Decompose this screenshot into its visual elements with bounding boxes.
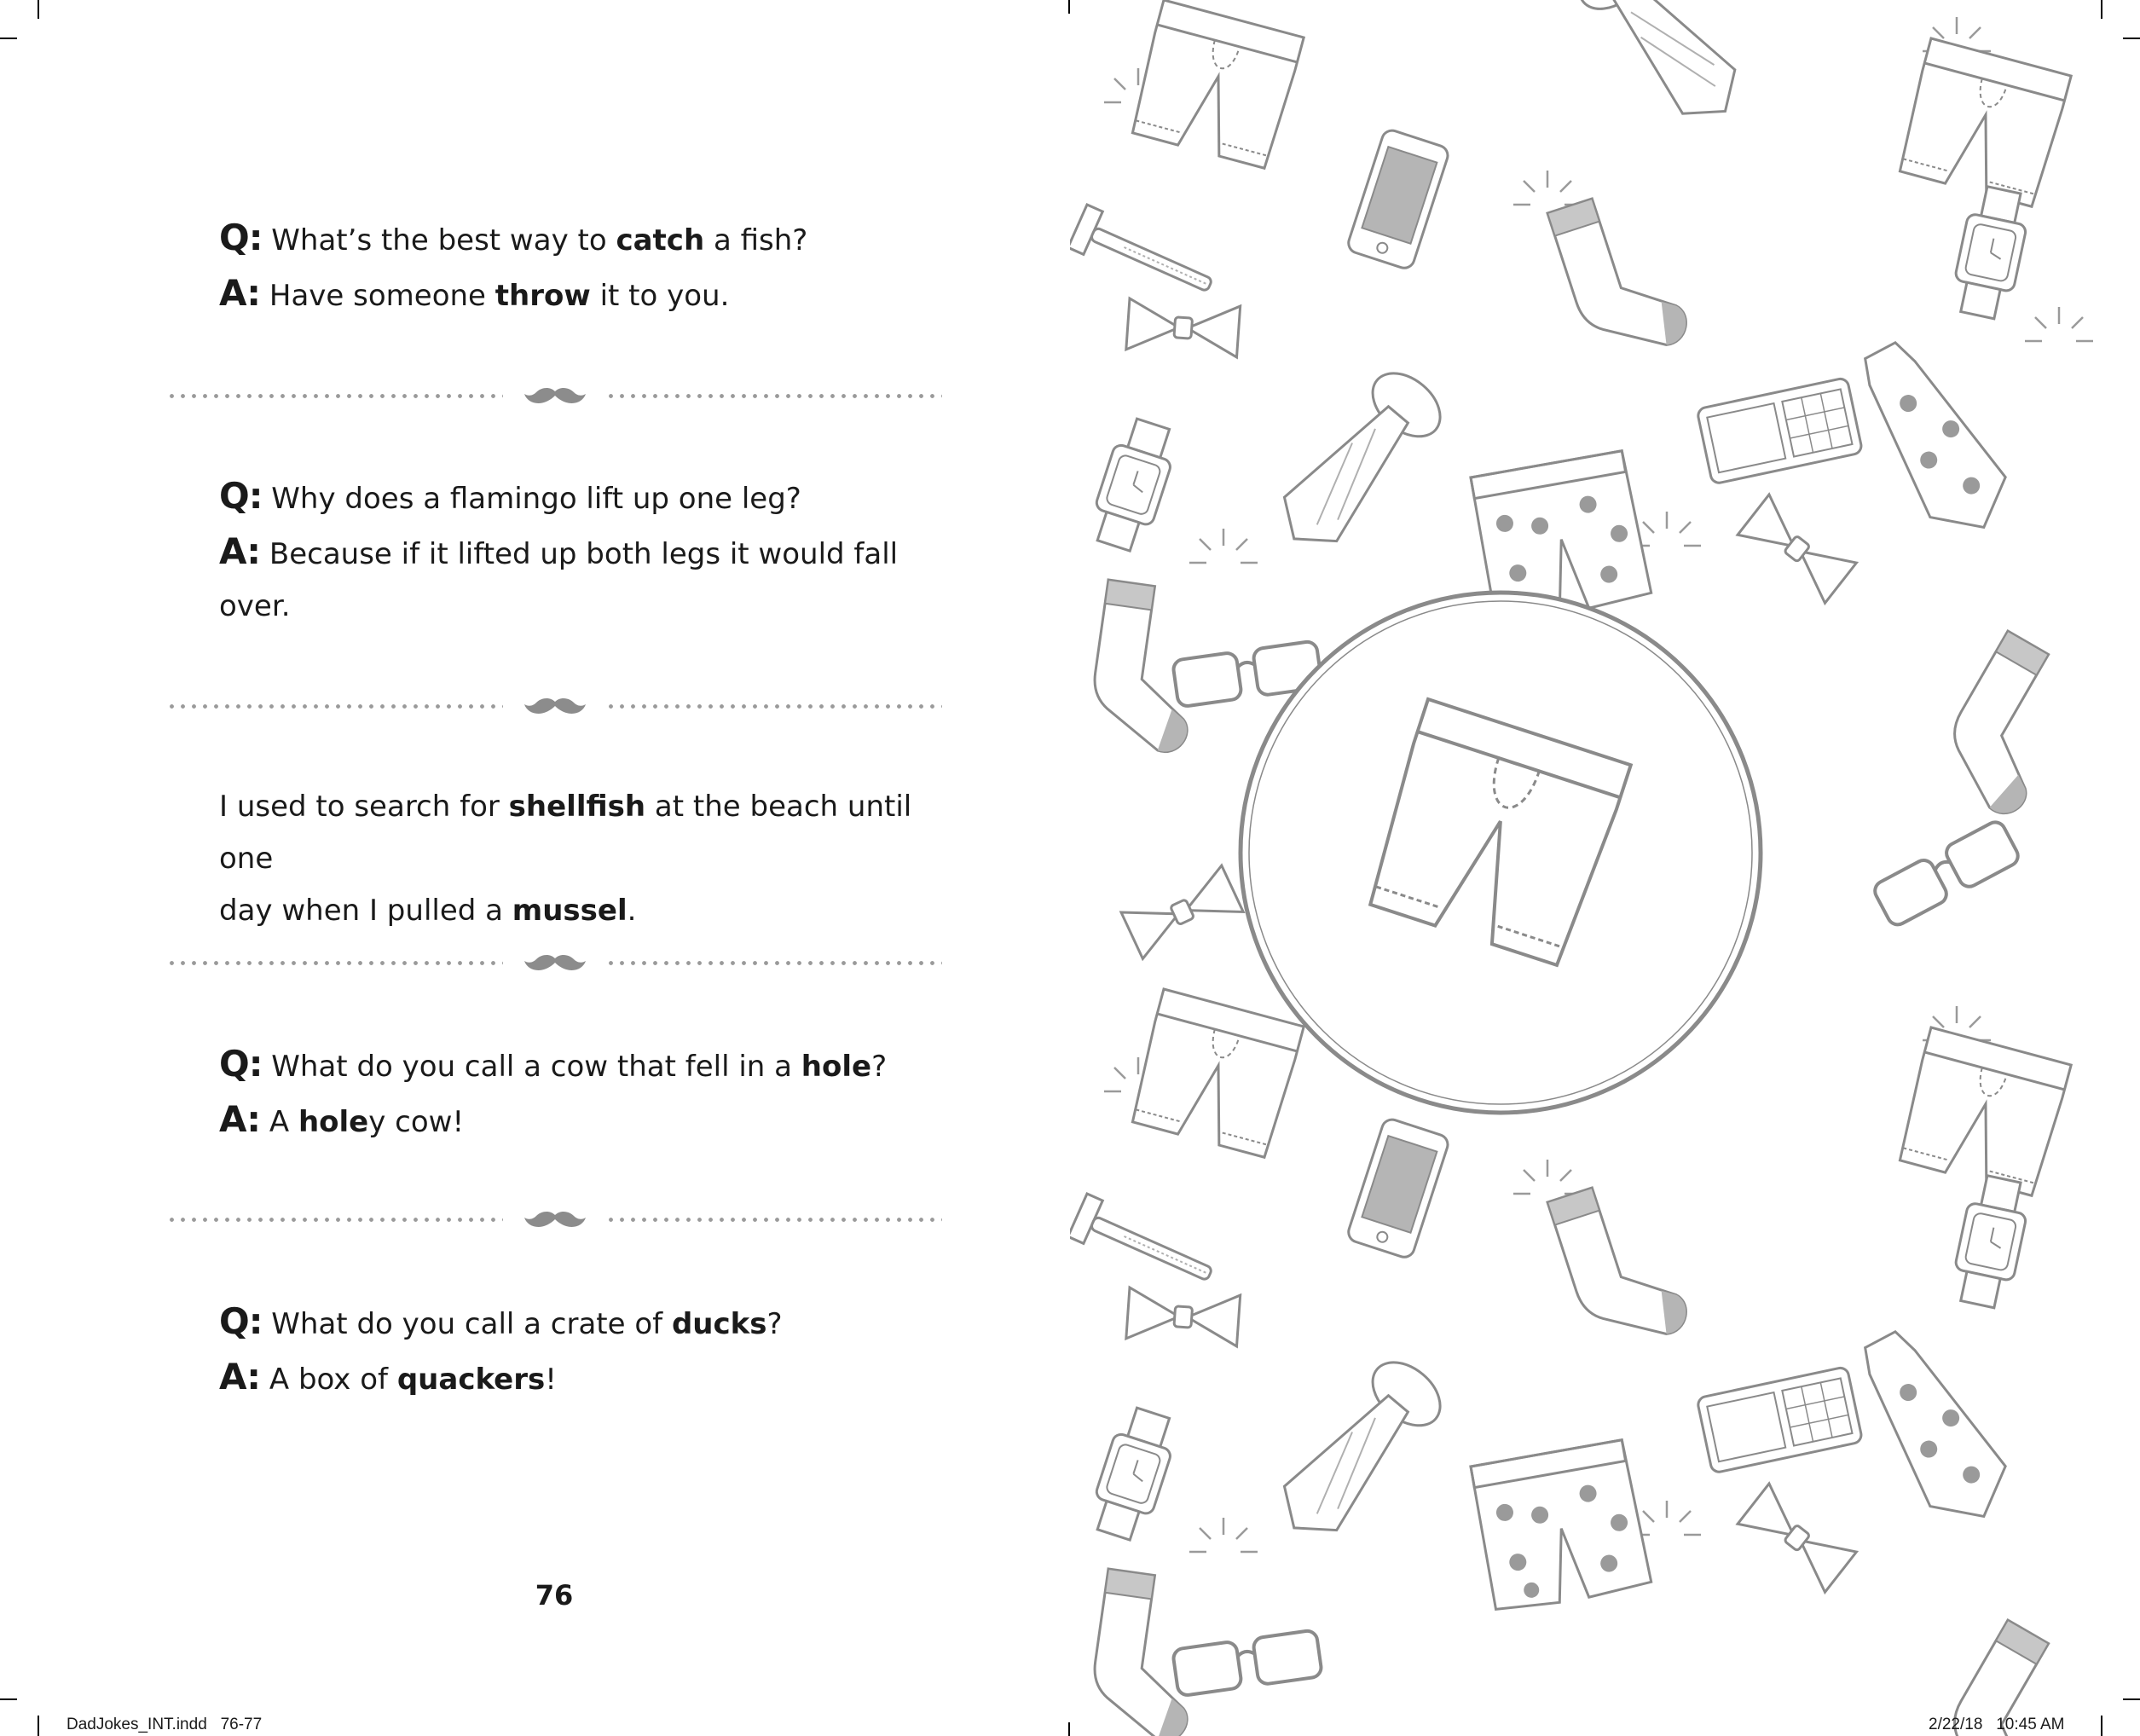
polka-dot-tie-icon: [1850, 327, 2021, 547]
joke-line: [219, 1093, 944, 1149]
menswear-pattern-illustration: [1070, 0, 2140, 1736]
slug-timestamp: 2/22/18 10:45 AM: [1929, 1716, 2065, 1733]
boxer-briefs-icon: [1896, 38, 2072, 208]
qa-label: Q:: [219, 217, 263, 258]
joke-text: What do you call a cow that fell in a: [262, 1050, 801, 1084]
mustache-icon: [524, 385, 586, 406]
joke-text: y cow!: [368, 1105, 465, 1139]
qa-label: A:: [219, 1098, 261, 1140]
joke-3: [219, 781, 944, 937]
joke-line: [219, 525, 944, 581]
bold-keyword: mussel: [512, 894, 628, 928]
boxer-briefs-icon: [1129, 0, 1304, 170]
joke-text: !: [545, 1363, 557, 1397]
glasses-icon: [1871, 819, 2021, 928]
crop-mark: [1068, 0, 1070, 14]
bold-keyword: ducks: [671, 1307, 767, 1341]
watch-icon: [1085, 414, 1182, 554]
tie-icon: [1264, 361, 1452, 564]
crop-mark: [2123, 38, 2140, 39]
joke-line: [219, 211, 944, 267]
featured-boxer-medallion: [1241, 593, 1761, 1113]
crop-mark: [38, 1716, 39, 1736]
mustache-icon: [524, 696, 586, 716]
qa-label: Q:: [219, 475, 263, 517]
joke-1: [219, 211, 944, 322]
mustache-divider: [166, 385, 942, 406]
joke-text: What do you call a crate of: [262, 1307, 672, 1341]
sock-icon: [1547, 182, 1692, 367]
joke-line: [219, 1038, 944, 1093]
mustache-icon: [524, 1209, 586, 1230]
crop-mark: [1068, 1722, 1070, 1736]
mustache-icon: [524, 952, 586, 973]
qa-label: Q:: [219, 1300, 263, 1342]
qa-label: A:: [219, 272, 261, 314]
joke-line: [219, 470, 944, 525]
joke-4: [219, 1038, 944, 1149]
bold-keyword: hole: [801, 1050, 872, 1084]
joke-text: a fish?: [704, 223, 808, 258]
bold-keyword: hole: [298, 1105, 369, 1139]
joke-text: over.: [219, 589, 291, 623]
bow-tie-icon: [1738, 495, 1856, 603]
joke-5: [219, 1295, 944, 1406]
bold-keyword: quackers: [396, 1363, 546, 1397]
joke-text: A: [260, 1105, 298, 1139]
joke-text: I used to search for: [219, 790, 509, 824]
flip-phone-icon: [1697, 378, 1863, 484]
bold-keyword: throw: [495, 279, 591, 313]
slug-filename: DadJokes_INT.indd 76-77: [67, 1716, 263, 1733]
right-page: [1070, 0, 2140, 1736]
joke-line: [219, 781, 944, 885]
qa-label: A:: [219, 530, 261, 572]
crop-mark: [38, 0, 39, 19]
page-number: 76: [535, 1579, 574, 1612]
crop-mark: [0, 1698, 17, 1700]
bow-tie-icon: [1121, 865, 1243, 958]
qa-label: A:: [219, 1356, 261, 1397]
joke-text: Why does a flamingo lift up one leg?: [262, 482, 801, 516]
joke-text: it to you.: [590, 279, 730, 313]
razor-icon: [1070, 205, 1219, 306]
bold-keyword: shellfish: [508, 790, 646, 824]
joke-line: [219, 267, 944, 322]
crop-mark: [2101, 1716, 2102, 1736]
crop-mark: [0, 38, 17, 39]
qa-label: Q:: [219, 1043, 263, 1085]
bow-tie-icon: [1126, 298, 1241, 357]
joke-line: [219, 1351, 944, 1406]
joke-text: ?: [871, 1050, 888, 1084]
smartphone-icon: [1346, 128, 1450, 270]
joke-text: Because if it lifted up both legs it would fall: [260, 537, 899, 571]
joke-text: at the beach until one: [219, 790, 912, 876]
joke-2: [219, 470, 944, 633]
joke-text: What’s the best way to: [262, 223, 616, 258]
sock-icon: [1927, 631, 2094, 821]
bold-keyword: catch: [616, 223, 705, 258]
joke-line: [219, 885, 944, 937]
crop-mark: [2101, 0, 2102, 19]
crop-mark: [2123, 1698, 2140, 1700]
mustache-divider: [166, 1209, 942, 1230]
joke-line: [219, 1295, 944, 1351]
tie-icon: [1567, 0, 1755, 136]
joke-text: .: [627, 894, 637, 928]
joke-text: Have someone: [260, 279, 495, 313]
joke-text: ?: [766, 1307, 783, 1341]
joke-line: [219, 581, 944, 633]
mustache-divider: [166, 696, 942, 716]
mustache-divider: [166, 952, 942, 973]
joke-text: A box of: [260, 1363, 397, 1397]
joke-text: day when I pulled a: [219, 894, 512, 928]
